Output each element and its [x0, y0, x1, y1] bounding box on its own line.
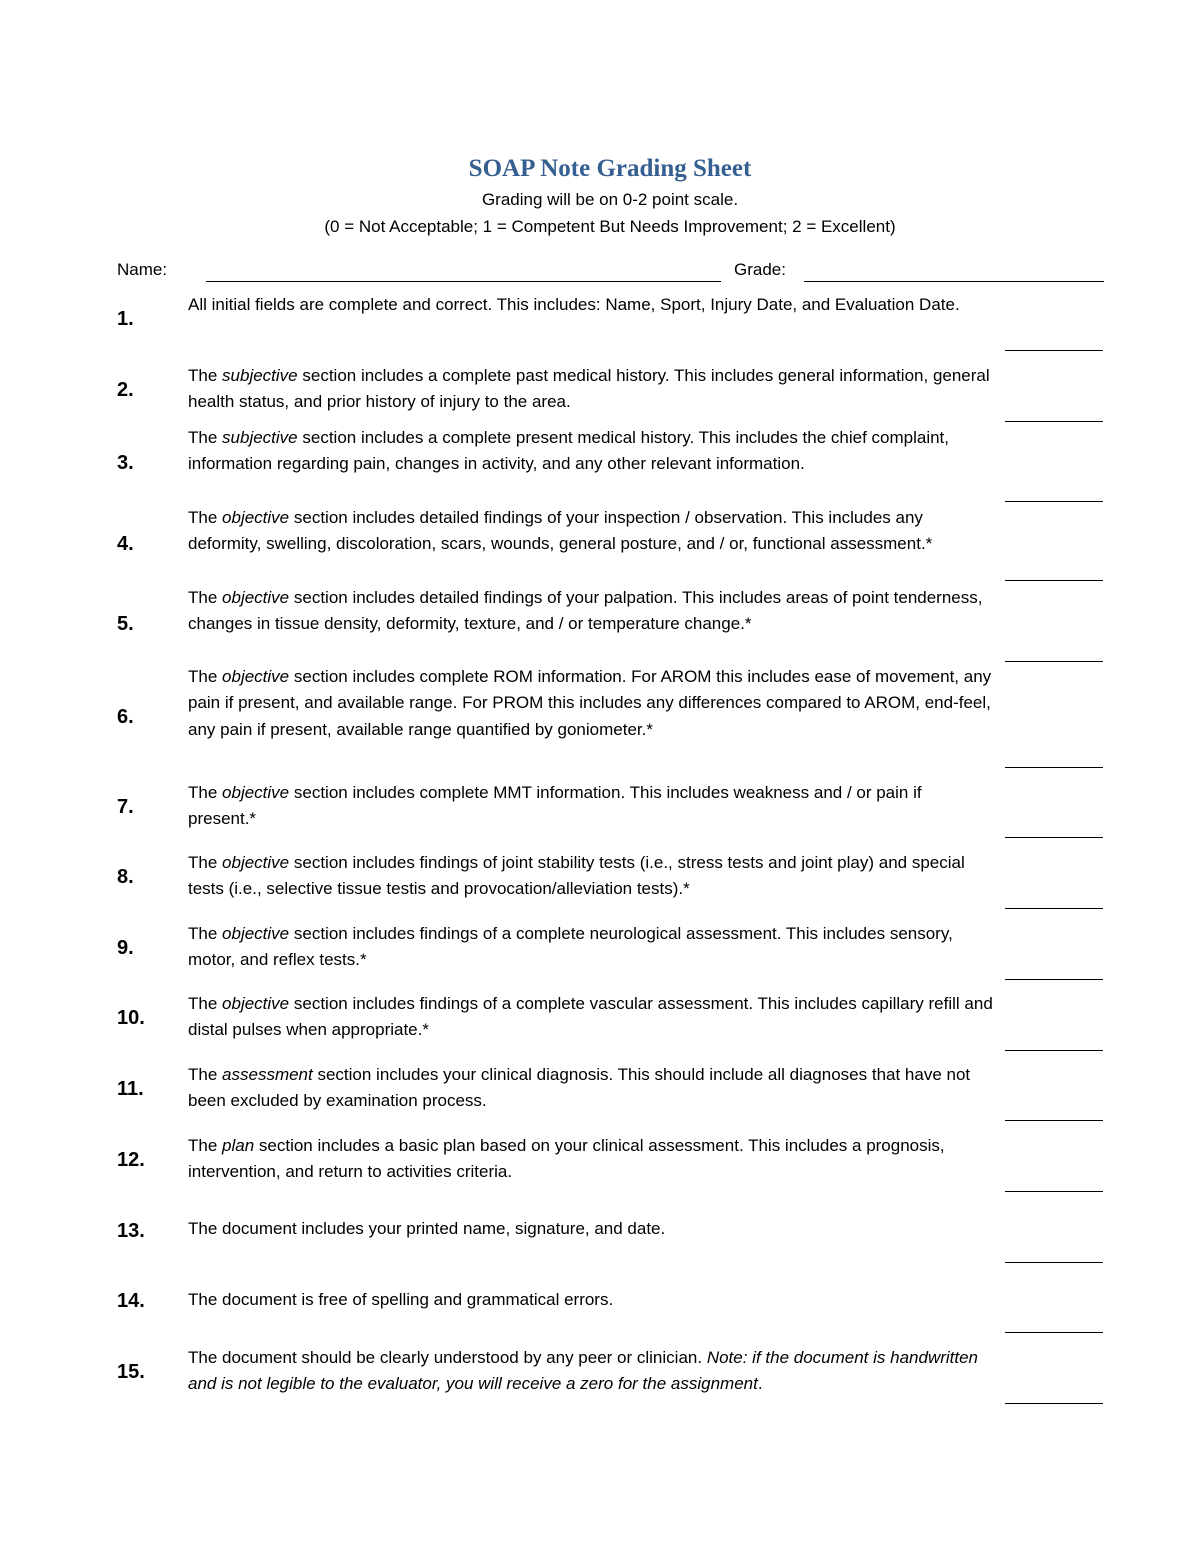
- item-criterion-text: [188, 780, 993, 833]
- criterion-segment: The document should be clearly understood by any peer or clinician.: [188, 1348, 707, 1367]
- criterion-segment: The: [188, 366, 223, 385]
- criterion-segment: section includes a complete present medical history. This includes the chief complaint, information regarding pain, changes in activity, and any other relevant information.: [188, 428, 950, 474]
- item-criterion-text: [188, 505, 993, 558]
- item-criterion-text: [188, 363, 993, 416]
- item-criterion-text: [188, 1133, 993, 1186]
- score-blank-line[interactable]: [1005, 501, 1103, 502]
- score-blank-line[interactable]: [1005, 1120, 1103, 1121]
- grading-scale-legend: (0 = Not Acceptable; 1 = Competent But Needs Improvement; 2 = Excellent): [324, 217, 896, 236]
- criterion-segment: section includes findings of a complete neurological assessment. This includes sensory, motor, and reflex tests.*: [188, 924, 953, 970]
- item-number: 4.: [117, 533, 134, 555]
- criterion-emphasis: assessment: [222, 1065, 313, 1084]
- item-number: 5.: [117, 613, 134, 635]
- criterion-emphasis: Note: if the document is handwritten and is not legible to the evaluator, you will receive a zero for the assignment: [188, 1348, 979, 1394]
- criterion-segment: The: [188, 853, 223, 872]
- criterion-segment: .: [757, 1374, 763, 1394]
- item-number: 15.: [117, 1361, 145, 1383]
- item-number: 14.: [117, 1290, 145, 1312]
- item-number: 2.: [117, 379, 134, 401]
- item-number: 12.: [117, 1149, 145, 1171]
- score-blank-line[interactable]: [1005, 421, 1103, 422]
- item-criterion-text: [188, 585, 993, 638]
- criterion-segment: The: [188, 667, 223, 686]
- criterion-segment: The: [188, 508, 223, 527]
- criterion-emphasis: subjective: [222, 366, 298, 385]
- item-criterion-text: [188, 991, 993, 1044]
- item-criterion-text: [188, 850, 993, 903]
- criterion-segment: The: [188, 1065, 223, 1084]
- item-number: 6.: [117, 706, 134, 728]
- criterion-emphasis: plan: [222, 1136, 255, 1155]
- item-criterion-text: [188, 1216, 993, 1242]
- grading-scale-note: Grading will be on 0-2 point scale.: [481, 190, 739, 209]
- criterion-segment: section includes your clinical diagnosis. This should include all diagnoses that have not been excluded by examination process.: [188, 1065, 971, 1111]
- score-blank-line[interactable]: [1005, 979, 1103, 980]
- criterion-emphasis: objective: [222, 783, 290, 802]
- score-blank-line[interactable]: [1005, 1332, 1103, 1333]
- name-label: Name:: [117, 260, 168, 279]
- item-criterion-text: [188, 921, 993, 974]
- item-criterion-text: [188, 1062, 993, 1115]
- criterion-emphasis: objective: [222, 667, 290, 686]
- criterion-segment: The document includes your printed name, signature, and date.: [188, 1219, 666, 1238]
- page-title: SOAP Note Grading Sheet: [468, 155, 752, 182]
- score-blank-line[interactable]: [1005, 661, 1103, 662]
- score-blank-line[interactable]: [1005, 1191, 1103, 1192]
- criterion-segment: section includes complete ROM information. For AROM this includes ease of movement, any pain if present, and available range. For PROM this includes any differences compared to AROM, end-feel, any pain if present, available range quantified by goniometer.*: [188, 667, 992, 739]
- name-field-line[interactable]: [206, 281, 721, 282]
- criterion-segment: The: [188, 588, 223, 607]
- item-number: 13.: [117, 1220, 145, 1242]
- criterion-emphasis: objective: [222, 853, 290, 872]
- score-blank-line[interactable]: [1005, 837, 1103, 838]
- criterion-segment: section includes detailed findings of your inspection / observation. This includes any deformity, swelling, discoloration, scars, wounds, general posture, and / or, functional assessment.*: [188, 508, 933, 554]
- item-criterion-text: [188, 425, 993, 478]
- criterion-segment: All initial fields are complete and correct. This includes: Name, Sport, Injury Date, and Evaluation Date.: [188, 295, 960, 314]
- criterion-segment: section includes complete MMT information. This includes weakness and / or pain if present.*: [188, 783, 922, 829]
- criterion-segment: section includes a complete past medical history. This includes general information, general health status, and prior history of injury to the area.: [188, 366, 990, 412]
- item-number: 1.: [117, 308, 134, 330]
- score-blank-line[interactable]: [1005, 580, 1103, 581]
- item-number: 7.: [117, 796, 134, 818]
- item-criterion-text: [188, 664, 993, 743]
- criterion-segment: section includes a basic plan based on your clinical assessment. This includes a prognosis, intervention, and return to activities criteria.: [188, 1136, 945, 1182]
- criterion-segment: section includes detailed findings of your palpation. This includes areas of point tenderness, changes in tissue density, deformity, texture, and / or temperature change.*: [188, 588, 983, 634]
- item-number: 9.: [117, 937, 134, 959]
- grade-field-line[interactable]: [804, 281, 1104, 282]
- criterion-segment: The document is free of spelling and grammatical errors.: [188, 1290, 614, 1309]
- score-blank-line[interactable]: [1005, 1403, 1103, 1404]
- item-number: 10.: [117, 1007, 145, 1029]
- criterion-segment: The: [188, 428, 223, 447]
- score-blank-line[interactable]: [1005, 1050, 1103, 1051]
- item-number: 3.: [117, 452, 134, 474]
- score-blank-line[interactable]: [1005, 908, 1103, 909]
- criterion-emphasis: objective: [222, 508, 290, 527]
- criterion-segment: The: [188, 1136, 223, 1155]
- criterion-segment: The: [188, 924, 223, 943]
- criterion-emphasis: objective: [222, 924, 290, 943]
- score-blank-line[interactable]: [1005, 1262, 1103, 1263]
- criterion-emphasis: subjective: [222, 428, 298, 447]
- criterion-segment: section includes findings of joint stability tests (i.e., stress tests and joint play) and special tests (i.e., selective tissue testis and provocation/alleviation tests).*: [188, 853, 965, 899]
- criterion-segment: section includes findings of a complete vascular assessment. This includes capillary refill and distal pulses when appropriate.*: [188, 994, 993, 1040]
- criterion-emphasis: objective: [222, 994, 290, 1013]
- score-blank-line[interactable]: [1005, 350, 1103, 351]
- item-criterion-text: [188, 292, 993, 318]
- item-number: 11.: [117, 1078, 144, 1100]
- score-blank-line[interactable]: [1005, 767, 1103, 768]
- item-criterion-text: [188, 1345, 993, 1398]
- item-number: 8.: [117, 866, 134, 888]
- criterion-emphasis: objective: [222, 588, 290, 607]
- item-criterion-text: [188, 1287, 993, 1313]
- criterion-segment: The: [188, 994, 223, 1013]
- grade-label: Grade:: [734, 260, 786, 279]
- criterion-segment: The: [188, 783, 223, 802]
